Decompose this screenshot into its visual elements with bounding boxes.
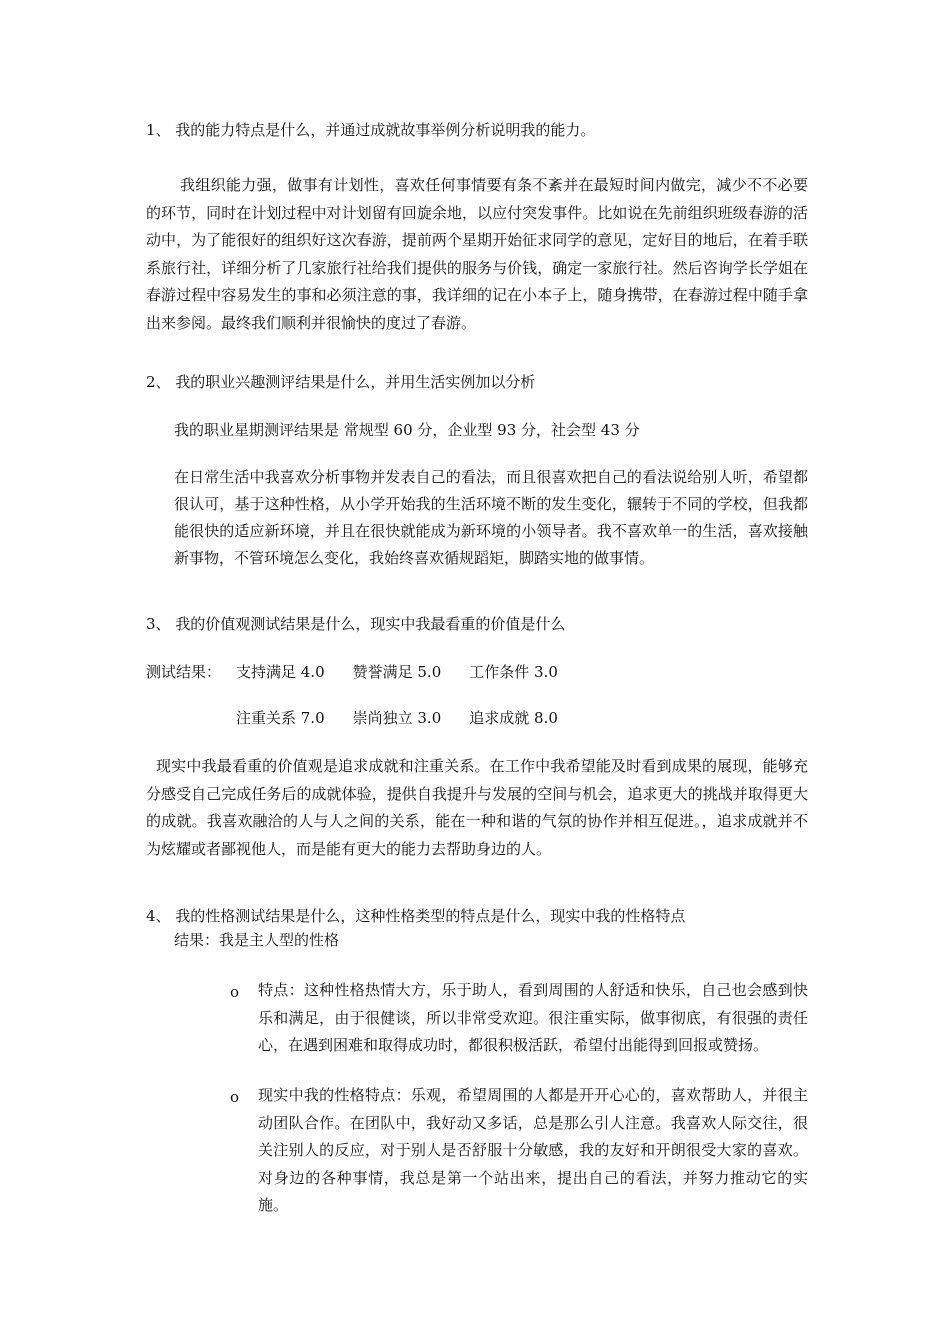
bullet-icon: o: [230, 983, 240, 1001]
section-1-question: 1、 我的能力特点是什么，并通过成就故事举例分析说明我的能力。: [146, 121, 596, 139]
test-label: 测试结果：: [146, 663, 222, 681]
section-1-body: 我组织能力强，做事有计划性，喜欢任何事情要有条不紊并在最短时间内做完，减少不不必要的环节，同时在计划过程中对计划留有回旋余地，以应付突发事件。比如说在先前组织班级春游的活动中，为了能很好的组织好这次春游，提前两个星期开始征求同学的意见，定好目的地后，在着手联系旅行社，详细分析了几家旅行社给我们提供的服务与价钱，确定一家旅行社。然后咨询学长学姐在春游过程中容易发生的事和必须注意的事，我详细的记在小本子上，随身携带，在春游过程中随手拿出来参阅。最终我们顺利并很愉快的度过了春游。: [146, 176, 808, 332]
bullet-icon: o: [230, 1088, 240, 1106]
test-scores-row-1: [236, 660, 586, 684]
section-4-question: 4、 我的性格测试结果是什么，这种性格类型的特点是什么，现实中我的性格特点: [146, 907, 686, 925]
section-4-result: 结果：我是主人型的性格: [174, 931, 340, 949]
test-score: 工作条件 3.0: [469, 663, 558, 681]
bullet-item-real-traits: 现实中我的性格特点：乐观，希望周围的人都是开开心心的，喜欢帮助人，并很主动团队合作。在团队中，我好动又多话，总是那么引人注意。我喜欢人际交往，很关注别人的反应，对于别人是否舒服十分敏感，我的友好和开朗很受大家的喜欢。对身边的各种事情，我总是第一个站出来，提出自己的看法，并努力推动它的实施。: [258, 1086, 808, 1214]
test-score: 支持满足 4.0: [236, 663, 325, 681]
test-score: 崇尚独立 3.0: [352, 709, 442, 727]
test-score: 注重关系 7.0: [236, 709, 325, 727]
section-2-result: 我的职业星期测评结果是 常规型 60 分，企业型 93 分，社会型 43 分: [174, 421, 640, 439]
test-scores-row-2: [236, 706, 586, 730]
section-2-question: 2、 我的职业兴趣测评结果是什么，并用生活实例加以分析: [146, 373, 536, 391]
section-3-body: 现实中我最看重的价值观是追求成就和注重关系。在工作中我希望能及时看到成果的展现，能够充分感受自己完成任务后的成就体验，提供自我提升与发展的空间与机会，追求更大的挑战并取得更大的成就。我喜欢融洽的人与人之间的关系，能在一种和谐的气氛的协作并相互促进。，追求成就并不为炫耀或者鄙视他人，而是能有更大的能力去帮助身边的人。: [146, 757, 808, 858]
section-2-body: 在日常生活中我喜欢分析事物并发表自己的看法，而且很喜欢把自己的看法说给别人听，希望都很认可，基于这种性格，从小学开始我的生活环境不断的发生变化，辗转于不同的学校，但我都能很快的适应新环境，并且在很快就能成为新环境的小领导者。我不喜欢单一的生活，喜欢接触新事物，不管环境怎么变化，我始终喜欢循规蹈矩，脚踏实地的做事情。: [174, 468, 808, 567]
test-score: 追求成就 8.0: [469, 709, 558, 727]
test-score: 赞誉满足 5.0: [352, 663, 442, 681]
bullet-item-traits: 特点：这种性格热情大方，乐于助人，看到周围的人舒适和快乐，自己也会感到快乐和满足，由于很健谈，所以非常受欢迎。很注重实际，做事彻底，有很强的责任心，在遇到困难和取得成功时，都很积极活跃，希望付出能得到回报或赞扬。: [258, 981, 808, 1054]
section-3-question: 3、 我的价值观测试结果是什么，现实中我最看重的价值是什么: [146, 615, 566, 633]
